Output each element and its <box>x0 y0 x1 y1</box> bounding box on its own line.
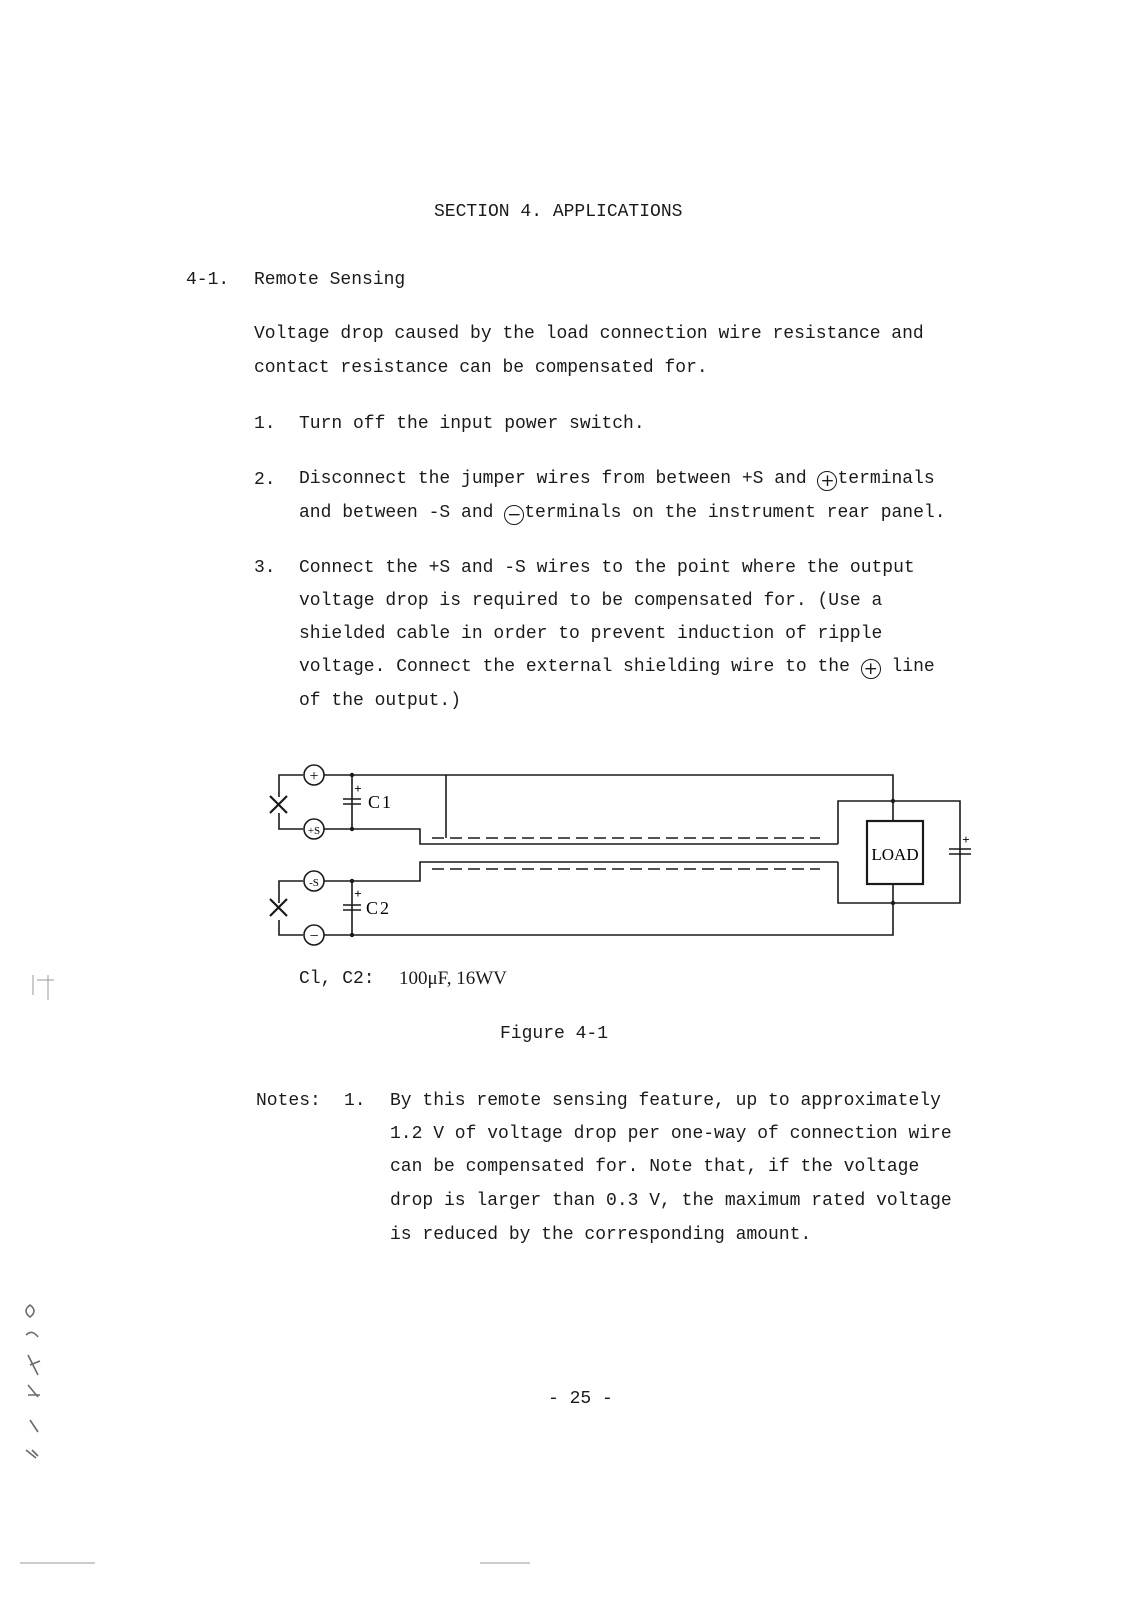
load-label: LOAD <box>871 845 919 864</box>
step-text: terminals <box>837 469 935 489</box>
step-line <box>299 502 946 525</box>
step-line: of the output.) <box>299 691 462 711</box>
step-line: Turn off the input power switch. <box>299 414 645 434</box>
note-line: can be compensated for. Note that, if the voltage <box>390 1157 920 1177</box>
note-number: 1. <box>344 1091 366 1111</box>
subsection-title: Remote Sensing <box>254 270 406 290</box>
section-title: SECTION 4. APPLICATIONS <box>434 202 683 222</box>
step-text: Disconnect the jumper wires from between +S and <box>299 469 818 489</box>
page-number: - 25 - <box>548 1389 613 1409</box>
note-line: 1.2 V of voltage drop per one-way of connection wire <box>390 1124 952 1144</box>
note-line: By this remote sensing feature, up to approximately <box>390 1091 941 1111</box>
capacitor-spec-label: Cl, C2: <box>299 969 375 989</box>
plus-line-symbol: + <box>861 659 881 679</box>
notes-label: Notes: <box>256 1091 321 1111</box>
step-number: 3. <box>254 558 276 578</box>
polarity-mark: + <box>962 832 970 847</box>
step-text: and between -S and <box>299 503 505 523</box>
step-line: Connect the +S and -S wires to the point where the output <box>299 558 915 578</box>
step-text: line <box>880 657 935 677</box>
step-number: 2. <box>254 470 276 490</box>
polarity-mark: + <box>354 886 362 901</box>
terminal-label: +S <box>307 825 321 837</box>
terminal-label: -S <box>309 877 319 889</box>
step-text: terminals on the instrument rear panel. <box>524 503 946 523</box>
jumper-removed-mark <box>270 796 287 813</box>
subsection-number: 4-1. <box>186 270 230 290</box>
step-line: shielded cable in order to prevent induction of ripple <box>299 624 883 644</box>
step-number: 1. <box>254 414 276 434</box>
capacitor-label: C2 <box>366 898 392 918</box>
intro-line: Voltage drop caused by the load connection wire resistance and <box>254 324 924 344</box>
capacitor-label: C1 <box>368 792 394 812</box>
terminal-label: − <box>309 928 319 945</box>
minus-terminal-symbol: − <box>504 505 524 525</box>
polarity-mark: + <box>354 781 362 796</box>
figure-caption: Figure 4-1 <box>500 1024 609 1044</box>
terminal-label: + <box>309 768 319 785</box>
remote-sensing-diagram <box>255 755 995 955</box>
step-line <box>299 656 935 679</box>
capacitor-spec-value: 100μF, 16WV <box>399 968 507 989</box>
step-line: voltage drop is required to be compensated for. (Use a <box>299 591 883 611</box>
intro-line: contact resistance can be compensated for. <box>254 358 708 378</box>
step-text: voltage. Connect the external shielding wire to the <box>299 657 861 677</box>
plus-terminal-symbol: + <box>817 471 837 491</box>
note-line: drop is larger than 0.3 V, the maximum rated voltage <box>390 1191 952 1211</box>
note-line: is reduced by the corresponding amount. <box>390 1225 812 1245</box>
step-line <box>299 468 935 491</box>
